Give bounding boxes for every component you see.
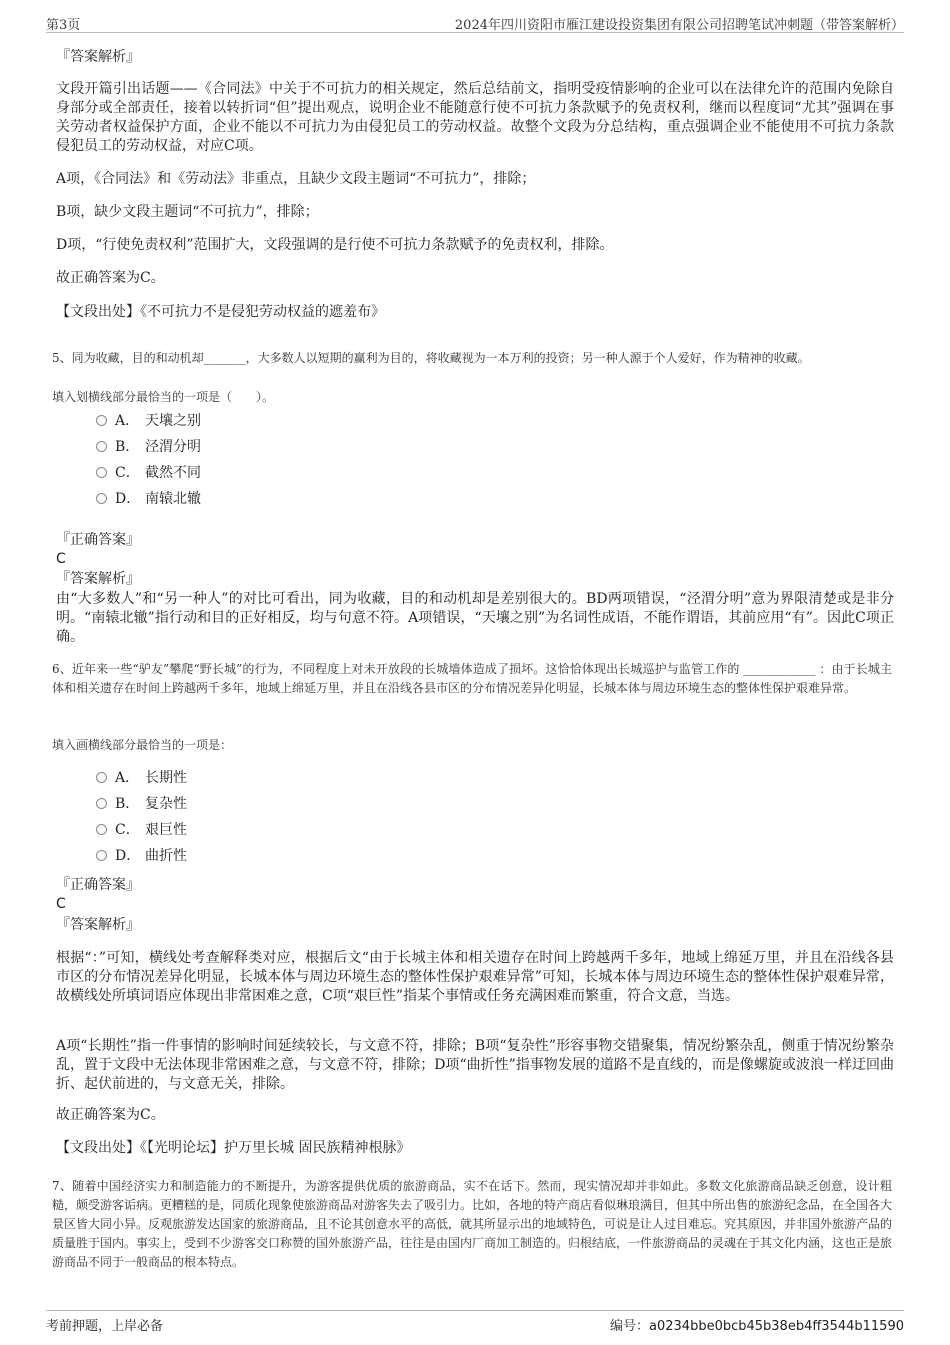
radio-icon[interactable] [96,493,107,504]
q7-stem: 7、随着中国经济实力和制造能力的不断提升，为游客提供优质的旅游商品，实不在话下。然而，现实情况却并非如此。多数文化旅游商品缺乏创意，设计粗糙，颇受游客诟病。更糟糕的是，同质化现象使旅游商品对游客失去了吸引力。比如，各地的特产商店看似琳琅满目，但其中所出售的旅游纪念品，在全国各大景区皆大同小异。反观旅游发达国家的旅游商品，且不论其创意水平的高低，就其所显示出的地域特色，可说是让人过目难忘。究其原因，并非国外旅游产品的质量胜于国内。事实上，受到不少游客交口称赞的国外旅游产品，往往是由国内厂商加工制造的。归根结底，一件旅游商品的灵魂在于其文化内涵，这也正是旅游商品不同于一般商品的根本特点。 [52,1179,893,1269]
q4-option-b-note: B项，缺少文段主题词“不可抗力”，排除； [56,204,319,220]
q5-answer: C [56,551,66,567]
radio-icon[interactable] [96,850,107,861]
q6-answer-heading: 『正确答案』 [56,877,140,893]
page-header [46,12,904,33]
page-number: 第3页 [46,18,81,33]
radio-icon[interactable] [96,772,107,783]
q4-analysis-paragraph: 文段开篇引出话题——《合同法》中关于不可抗力的相关规定，然后总结前文，指明受疫情影响的企业可以在法律允许的范围内免除自身部分或全部责任，接着以转折词“但”提出观点，说明企业不能随意行使不可抗力条款赋予的免责权利，继而以程度词“尤其”强调在事关劳动者权益保护方面，企业不能以不可抗力为由侵犯员工的劳动权益。故整个文段为分总结构，重点强调企业不能使用不可抗力条款侵犯员工的劳动权益，对应C项。 [56,81,894,154]
page-footer [46,1310,904,1334]
q5-stem: 5、同为收藏，目的和动机却_______，大多数人以短期的赢利为目的，将收藏视为一本万利的投资；另一种人源于个人爱好，作为精神的收藏。 [52,351,810,365]
q6-option-d[interactable]: D． 曲折性 [96,846,187,866]
q4-conclusion: 故正确答案为C。 [56,270,165,286]
q6-option-c[interactable]: C． 艰巨性 [96,820,187,840]
q6-analysis-paragraph-2: A项“长期性”指一件事情的影响时间延续较长，与文意不符，排除；B项“复杂性”形容事物交错聚集，情况纷繁杂乱，侧重于情况纷繁杂乱，置于文段中无法体现非常困难之意，与文意不符，排除；D项“曲折性”指事物发展的道路不是直线的，而是像螺旋或波浪一样迂回曲折、起伏前进的，与文意无关，排除。 [56,1038,894,1092]
footer-slogan: 考前押题，上岸必备 [46,1319,164,1334]
radio-icon[interactable] [96,824,107,835]
q5-answer-heading: 『正确答案』 [56,532,140,548]
q4-analysis-heading: 『答案解析』 [56,49,140,65]
radio-icon[interactable] [96,415,107,426]
q5-analysis-heading: 『答案解析』 [56,571,140,587]
q5-option-d[interactable]: D． 南辕北辙 [96,489,201,509]
q5-option-c[interactable]: C． 截然不同 [96,463,201,483]
footer-code-value: a0234bbe0bcb45b38eb4ff3544b11590 [649,1319,904,1334]
q6-conclusion: 故正确答案为C。 [56,1107,165,1123]
q6-source: 【文段出处】《【光明论坛】护万里长城 固民族精神根脉》 [56,1140,411,1156]
q6-analysis-heading: 『答案解析』 [56,917,140,933]
q5-option-a[interactable]: A． 天壤之别 [96,411,201,431]
footer-code [610,1315,904,1334]
q6-answer: C [56,896,66,912]
q5-option-b[interactable]: B． 泾渭分明 [96,437,201,457]
document-title: 2024年四川资阳市雁江建设投资集团有限公司招聘笔试冲刺题（带答案解析） [454,18,904,33]
radio-icon[interactable] [96,441,107,452]
q6-option-b[interactable]: B． 复杂性 [96,794,187,814]
q4-source: 【文段出处】《不可抗力不是侵犯劳动权益的遮羞布》 [56,304,385,320]
radio-icon[interactable] [96,467,107,478]
q6-option-a[interactable]: A． 长期性 [96,768,187,788]
q6-analysis-paragraph-1: 根据“：”可知，横线处考查解释类对应，根据后文“由于长城主体和相关遗存在时间上跨越两千多年，地域上绵延万里，并且在沿线各县市区的分布情况差异化明显，长城本体与周边环境生态的整体性保护艰难异常”可知，长城本体与周边环境生态的整体性保护艰难异常，故横线处所填词语应体现出非常困难之意，C项“艰巨性”指某个事情或任务充满困难而繁重，符合文意，当选。 [56,950,894,1004]
footer-code-label: 编号： [610,1319,650,1334]
q6-stem: 6、近年来一些“驴友”攀爬“野长城”的行为，不同程度上对未开放段的长城墙体造成了损坏。这恰恰体现出长城巡护与监管工作的 ____________ ：由于长城主体和相关遗存在时间上跨越两千多年，地域上绵延万里，并且在沿线各县市区的分布情况差异化明显，长城本体与周边环境生态的整体性保护艰难异常。 [52,662,892,695]
q4-option-d-note: D项，“行使免责权利”范围扩大，文段强调的是行使不可抗力条款赋予的免责权利，排除。 [56,237,614,253]
q4-option-a-note: A项，《合同法》和《劳动法》非重点，且缺少文段主题词“不可抗力”，排除； [56,171,536,187]
q6-prompt: 填入画横线部分最恰当的一项是： [52,738,233,752]
q5-prompt: 填入划横线部分最恰当的一项是（ ）。 [52,390,275,404]
radio-icon[interactable] [96,798,107,809]
q5-analysis: 由“大多数人”和“另一种人”的对比可看出，同为收藏，目的和动机却是差别很大的。BD两项错误，“泾渭分明”意为界限清楚或是非分明。“南辕北辙”指行动和目的正好相反，均与句意不符。A项错误，“天壤之别”为名词性成语，不能作谓语，其前应用“有”。因此C项正确。 [56,591,894,645]
